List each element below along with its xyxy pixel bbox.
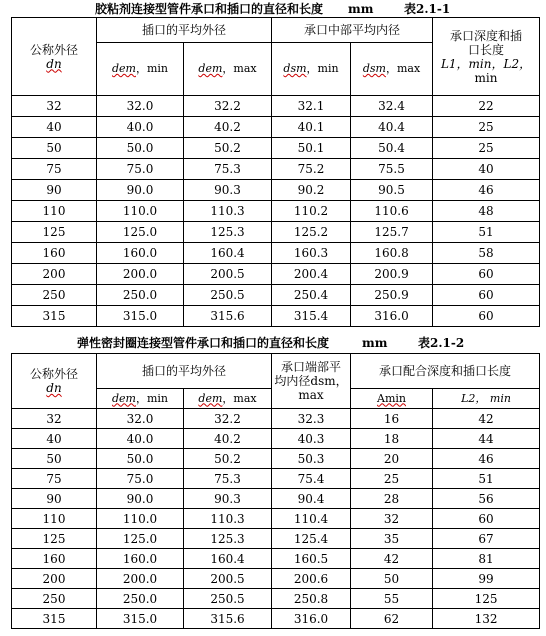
table-row [12,489,540,509]
table-row [12,138,540,159]
table-row [12,529,540,549]
table-row [12,449,540,469]
table-cell: 46 [433,180,540,201]
table-cell: 25 [433,138,540,159]
table2-header-l2-min: L2， min [433,389,540,409]
table-cell: 125 [433,589,540,609]
table-cell: 32.0 [97,96,184,117]
table2-unit: mm [362,336,388,350]
table-cell: 50 [12,138,97,159]
table-cell: 75.0 [97,469,184,489]
table-cell: 50.0 [97,138,184,159]
table-cell: 99 [433,569,540,589]
table-cell: 40 [12,429,97,449]
table-cell: 160.0 [97,549,184,569]
table-row [12,222,540,243]
table-cell: 18 [351,429,433,449]
table-row [12,469,540,489]
table-cell: 40.2 [184,117,272,138]
table-cell: 67 [433,529,540,549]
table-cell: 75.3 [184,159,272,180]
table-cell: 250.0 [97,589,184,609]
table-cell: 316.0 [272,609,351,629]
table-cell: 110.6 [351,201,433,222]
table1-header-dsm-max: dsm，max [351,43,433,96]
table-cell: 58 [433,243,540,264]
table-cell: 90 [12,180,97,201]
table-cell: 50.4 [351,138,433,159]
table-cell: 20 [351,449,433,469]
table-cell: 22 [433,96,540,117]
table-row [12,409,540,429]
table1-header-dsm-min: dsm，min [272,43,351,96]
table-cell: 32.2 [184,96,272,117]
table-cell: 55 [351,589,433,609]
table2-header-mating-depth: 承口配合深度和插口长度 [351,354,540,389]
table-cell: 110.3 [184,509,272,529]
table1-caption [0,1,546,17]
table-cell: 315 [12,609,97,629]
table1-header-dem-min: dem，min [97,43,184,96]
table-cell: 125.2 [272,222,351,243]
table-cell: 60 [433,264,540,285]
table2-header-row [12,354,540,389]
table-cell: 200 [12,264,97,285]
table-cell: 315.0 [97,609,184,629]
table-cell: 160 [12,243,97,264]
table-cell: 40.4 [351,117,433,138]
table-cell: 40 [433,159,540,180]
table-cell: 110 [12,201,97,222]
table1-header-socket-depth: 承口深度和插 口长度 L1，min，L2， min [433,18,540,96]
table-cell: 32.3 [272,409,351,429]
table-cell: 315.4 [272,306,351,327]
table-row [12,117,540,138]
table-cell: 42 [433,409,540,429]
table-row [12,264,540,285]
table-cell: 90.3 [184,489,272,509]
table-row [12,180,540,201]
table1 [11,17,540,327]
table-cell: 200.0 [97,569,184,589]
table-cell: 132 [433,609,540,629]
table-cell: 250.5 [184,589,272,609]
table-cell: 90.0 [97,489,184,509]
table2-header-nominal-od: 公称外径 dn [12,354,97,409]
table1-number: 表2.1-1 [404,2,451,16]
table-cell: 200 [12,569,97,589]
table-cell: 50.1 [272,138,351,159]
table-cell: 110.0 [97,201,184,222]
table-cell: 125.3 [184,529,272,549]
table-cell: 90.0 [97,180,184,201]
table-cell: 125 [12,222,97,243]
table-cell: 50.3 [272,449,351,469]
table-cell: 50 [12,449,97,469]
table-cell: 50.0 [97,449,184,469]
table-cell: 125.7 [351,222,433,243]
table-cell: 75.2 [272,159,351,180]
table2-header-socket-end-id: 承口端部平 均内径dsm， max [272,354,351,409]
table-cell: 32.1 [272,96,351,117]
table-cell: 40.1 [272,117,351,138]
table-cell: 160.4 [184,549,272,569]
table-cell: 32.0 [97,409,184,429]
table-row [12,429,540,449]
table-cell: 40.0 [97,117,184,138]
table-row [12,509,540,529]
table1-unit: mm [348,2,374,16]
table-cell: 160.4 [184,243,272,264]
table-cell: 200.4 [272,264,351,285]
table-cell: 315.6 [184,609,272,629]
table-cell: 110 [12,509,97,529]
table-cell: 40.2 [184,429,272,449]
table-cell: 316.0 [351,306,433,327]
table-cell: 60 [433,306,540,327]
table-cell: 110.4 [272,509,351,529]
table-cell: 200.5 [184,264,272,285]
table-cell: 25 [433,117,540,138]
table2-header-dem-max: dem，max [184,389,272,409]
table-cell: 250.5 [184,285,272,306]
table-cell: 200.9 [351,264,433,285]
table-cell: 110.3 [184,201,272,222]
table-cell: 125 [12,529,97,549]
table-cell: 125.3 [184,222,272,243]
table-cell: 50 [351,569,433,589]
table-cell: 250.4 [272,285,351,306]
table-row [12,159,540,180]
table-row [12,589,540,609]
table-cell: 75.3 [184,469,272,489]
table2 [11,353,540,629]
table-cell: 51 [433,469,540,489]
table-cell: 315.6 [184,306,272,327]
table2-number: 表2.1-2 [418,336,465,350]
table-cell: 60 [433,509,540,529]
table1-header-dn: dn [46,56,62,71]
table2-title: 弹性密封圈连接型管件承口和插口的直径和长度 [77,336,330,350]
table-cell: 250 [12,589,97,609]
table-cell: 62 [351,609,433,629]
table2-header-amin: Amin [351,389,433,409]
table-cell: 75.5 [351,159,433,180]
table-cell: 315.0 [97,306,184,327]
table-row [12,306,540,327]
table1-header-socket-mid-id: 承口中部平均内径 [272,18,433,43]
table-cell: 56 [433,489,540,509]
table-cell: 42 [351,549,433,569]
table-cell: 110.2 [272,201,351,222]
table-cell: 250.0 [97,285,184,306]
table-cell: 110.0 [97,509,184,529]
table-row [12,549,540,569]
table-cell: 160.5 [272,549,351,569]
table-cell: 75.0 [97,159,184,180]
table-cell: 90.4 [272,489,351,509]
table1-header-spigot-od: 插口的平均外径 [97,18,272,43]
table-cell: 250 [12,285,97,306]
table-cell: 28 [351,489,433,509]
table-cell: 40.0 [97,429,184,449]
table-cell: 48 [433,201,540,222]
table-cell: 250.9 [351,285,433,306]
table-cell: 32.4 [351,96,433,117]
table-cell: 160.3 [272,243,351,264]
table-cell: 125.0 [97,529,184,549]
table-cell: 160.0 [97,243,184,264]
table-cell: 32.2 [184,409,272,429]
table-cell: 315 [12,306,97,327]
table-cell: 32 [351,509,433,529]
table-cell: 25 [351,469,433,489]
table-cell: 160 [12,549,97,569]
table-cell: 60 [433,285,540,306]
table-cell: 32 [12,409,97,429]
table-row [12,609,540,629]
table-cell: 200.6 [272,569,351,589]
table-cell: 35 [351,529,433,549]
table-cell: 50.2 [184,138,272,159]
table-cell: 125.4 [272,529,351,549]
table-cell: 200.0 [97,264,184,285]
table-row [12,201,540,222]
table1-header-nominal-od: 公称外径 dn [12,18,97,96]
table1-title: 胶粘剂连接型管件承口和插口的直径和长度 [95,2,324,16]
table-cell: 75.4 [272,469,351,489]
table-cell: 125.0 [97,222,184,243]
table-cell: 250.8 [272,589,351,609]
table-cell: 160.8 [351,243,433,264]
table-row [12,243,540,264]
table1-header-dem-max: dem，max [184,43,272,96]
table-cell: 46 [433,449,540,469]
table-cell: 40 [12,117,97,138]
table-cell: 81 [433,549,540,569]
table2-header-spigot-od: 插口的平均外径 [97,354,272,389]
table-cell: 200.5 [184,569,272,589]
table-cell: 51 [433,222,540,243]
table-cell: 44 [433,429,540,449]
table-cell: 50.2 [184,449,272,469]
table-cell: 90.5 [351,180,433,201]
table-cell: 40.3 [272,429,351,449]
table-cell: 90 [12,489,97,509]
table-cell: 16 [351,409,433,429]
table2-header-dn: dn [46,381,62,395]
table-row [12,96,540,117]
table-cell: 75 [12,159,97,180]
table-row [12,569,540,589]
table-cell: 90.2 [272,180,351,201]
table-cell: 32 [12,96,97,117]
table2-header-dem-min: dem，min [97,389,184,409]
table-cell: 75 [12,469,97,489]
table2-caption [0,335,546,351]
table-cell: 90.3 [184,180,272,201]
table-row [12,285,540,306]
table1-header-row [12,18,540,43]
